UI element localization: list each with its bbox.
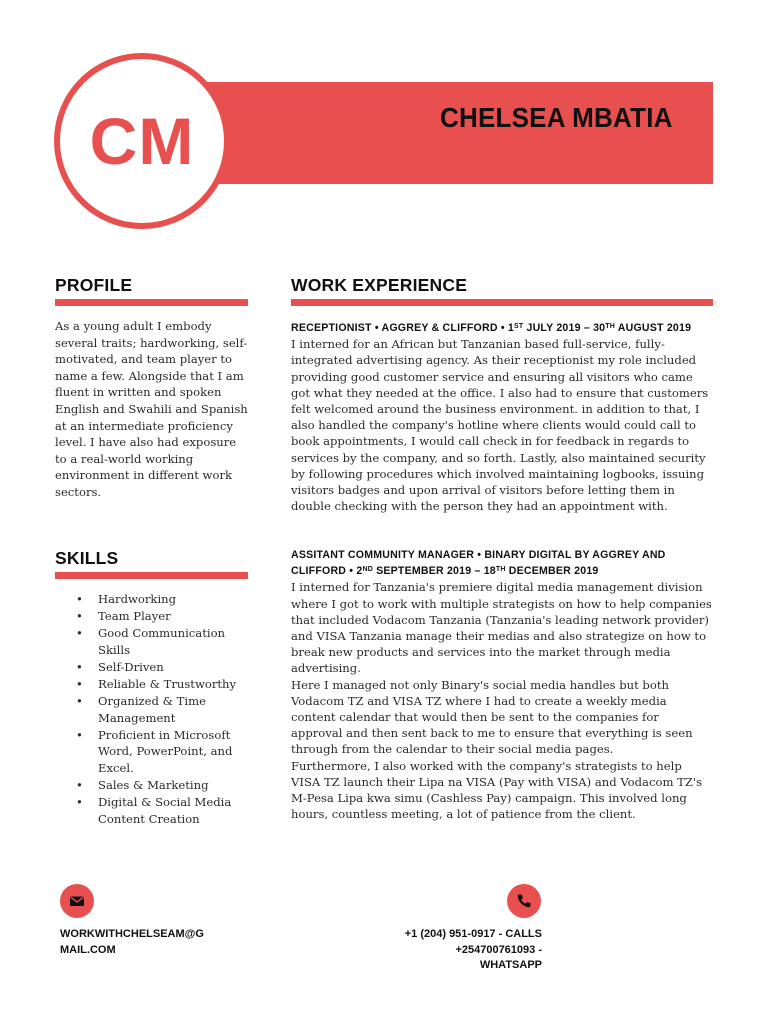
skill-item: • Proficient in Microsoft Word, PowerPoint, and Excel. bbox=[76, 727, 256, 777]
job-description: Furthermore, I also worked with the company's strategists to help VISA TZ launch their Lipa na VISA (Pay with VISA) and Vodacom TZ's M-Pesa Lipa kwa simu (Cashless Pay) campaign. This involved long hours, countless meeting, a lot of patience from the client. bbox=[291, 758, 703, 822]
work-rule bbox=[291, 299, 713, 306]
skill-item: • Sales & Marketing bbox=[76, 777, 256, 794]
ordinal-suffix: TH bbox=[495, 566, 506, 574]
job-description: I interned for an African but Tanzanian based full-service, fully-integrated advertising agency. As their receptionist my role included providing good customer service and ensuring all visitors who came got what they needed at the office. I also had to ensure that customers felt welcomed around the business environment. in addition to that, I also handled the company's hotline where clients would could call to book appointments, I would call check in for feedback in regards to services by the company, and so forth. Lastly, also maintained security by following procedures which involved maintaining logbooks, issuing visitors badges and upon arrival of visitors before letting them in double checking with the person they had an appointment with. bbox=[291, 337, 709, 514]
job-entry-1 bbox=[291, 320, 713, 514]
skill-item: • Digital & Social Media Content Creation bbox=[76, 794, 256, 827]
skill-item: • Team Player bbox=[76, 608, 256, 625]
ordinal-suffix: ST bbox=[513, 323, 524, 330]
phone-numbers[interactable] bbox=[340, 927, 542, 974]
job-heading-part: ASSITANT COMMUNITY MANAGER • BINARY DIGITAL BY AGGREY AND CLIFFORD • 2 bbox=[291, 549, 666, 578]
job-heading-part: DECEMBER 2019 bbox=[505, 565, 599, 578]
envelope-icon[interactable] bbox=[60, 884, 94, 918]
job-heading-part: RECEPTIONIST • AGGREY & CLIFFORD • 1 bbox=[291, 322, 514, 334]
job-heading-part: AUGUST 2019 bbox=[615, 322, 692, 334]
skills-heading: SKILLS bbox=[55, 548, 119, 568]
job-heading bbox=[291, 547, 713, 579]
job-heading-part: SEPTEMBER 2019 – 18 bbox=[372, 565, 496, 578]
email-line: WORKWITHCHELSEAM@G bbox=[60, 928, 204, 940]
job-heading-part: JULY 2019 – 30 bbox=[523, 322, 606, 334]
job-heading bbox=[291, 320, 713, 336]
work-heading: WORK EXPERIENCE bbox=[291, 275, 468, 295]
phone-line: WHATSAPP bbox=[479, 959, 542, 971]
profile-heading: PROFILE bbox=[55, 275, 133, 295]
skill-item: • Self-Driven bbox=[76, 659, 256, 676]
phone-icon[interactable] bbox=[507, 884, 541, 918]
phone-glyph bbox=[515, 892, 533, 910]
skill-item: • Good Communication Skills bbox=[76, 625, 256, 658]
skill-item: • Hardworking bbox=[76, 591, 256, 608]
envelope-glyph bbox=[68, 892, 86, 910]
job-description: I interned for Tanzania's premiere digital media management division where I got to work with multiple strategists on how to help companies that included Vodacom Tanzania (Tanzania's leading network provider) and VISA Tanzania manage their medias and also strategize on how to break new products and services into the market through media advertising. bbox=[291, 580, 712, 676]
job-description: Here I managed not only Binary's social media handles but both Vodacom TZ and VISA TZ where I had to create a weekly media content calendar that would then be sent to the companies for approval and then sent back to me to ensure that everything is seen through from the calendar to their social media pages. bbox=[291, 677, 693, 757]
profile-text: As a young adult I embody several traits; hardworking, self-motivated, and team player to name a few. Alongside that I am fluent in written and spoken English and Swahili and Spanish at an intermediate proficiency level. I have also had exposure to a real-world working environment in different work sectors. bbox=[55, 319, 248, 499]
candidate-name: CHELSEA MBATIA bbox=[440, 102, 673, 133]
skill-item: • Reliable & Trustworthy bbox=[76, 676, 256, 693]
phone-line: +1 (204) 951-0917 - CALLS bbox=[404, 928, 542, 940]
ordinal-suffix: TH bbox=[605, 323, 616, 330]
email-line: MAIL.COM bbox=[60, 943, 116, 956]
skills-list bbox=[76, 591, 256, 828]
ordinal-suffix: ND bbox=[362, 566, 373, 574]
skill-item: • Organized & Time Management bbox=[76, 693, 256, 726]
skills-rule bbox=[55, 572, 248, 579]
email-address[interactable] bbox=[60, 927, 204, 958]
profile-rule bbox=[55, 299, 248, 306]
phone-line: +254700761093 - bbox=[455, 943, 542, 956]
monogram-initials: CM bbox=[89, 104, 195, 178]
job-entry-2 bbox=[291, 547, 713, 822]
